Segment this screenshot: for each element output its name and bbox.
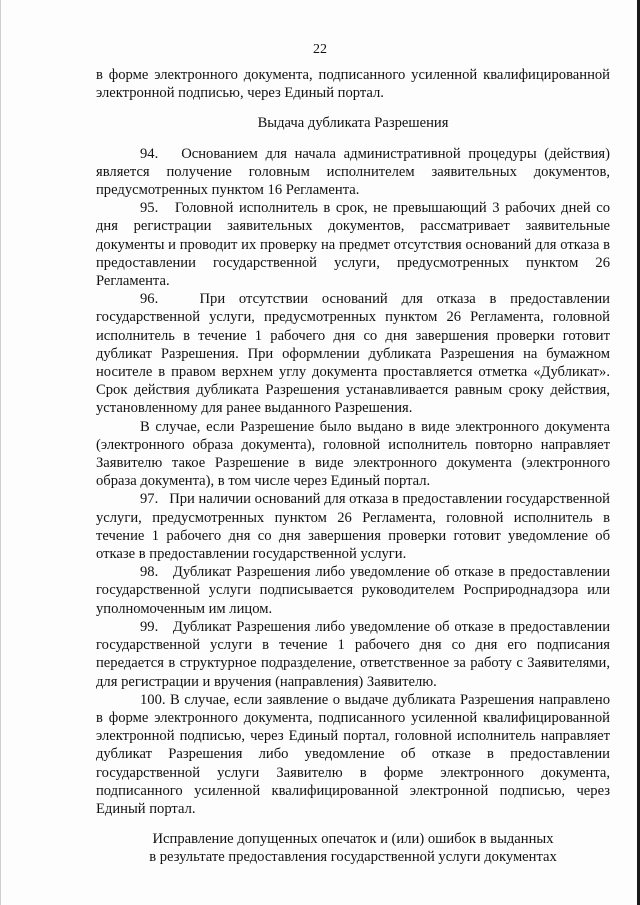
paragraph-96-continuation: В случае, если Разрешение было выдано в виде электронного документа (электронного образа документа), головной исполнитель повторно направляет Заявителю такое Разрешение в виде электронного документа (электронного образа документа), в том числе через Единый портал. [96,418,610,490]
section-heading: Выдача дубликата Разрешения [257,115,449,132]
document-body [96,66,610,867]
page-left-edge [0,0,1,905]
paragraph-97: 97. При наличии оснований для отказа в предоставлении государственной услуги, предусмотренных пунктом 26 Регламента, головной исполнитель в течение 1 рабочего дня со дня завершения проверки готовит уведомление об отказе в предоставлении государственной услуги. [96,491,610,563]
paragraph-96: 96. При отсутствии оснований для отказа в предоставлении государственной услуги, предусмотренных пунктом 26 Регламента, головной исполнитель в течение 1 рабочего дня со дня завершения проверки готовит дубликат Разрешения. При оформлении дубликата Разрешения на бумажном носителе в правом верхнем углу документа проставляется отметка «Дубликат». Срок действия дубликата Разрешения устанавливается равным сроку действия, установленному для ранее выданного Разрешения. [96,291,610,417]
closing-heading-line-1: Исправление допущенных опечаток и (или) ошибок в выданных [152,831,554,848]
paragraph-98: 98. Дубликат Разрешения либо уведомление об отказе в предоставлении государственной услуги подписывается руководителем Росприроднадзора или уполномоченным им лицом. [96,564,610,617]
paragraph-100: 100. В случае, если заявление о выдаче дубликата Разрешения направлено в форме электронного документа, подписанного усиленной квалифицированной электронной подписью, через Единый портал, головной исполнитель направляет дубликат Разрешения либо уведомление об отказе в предоставлении государственной услуги Заявителю в форме электронного документа, подписанного усиленной квалифицированной электронной подписью, через Единый портал. [96,691,610,817]
paragraph-99: 99. Дубликат Разрешения либо уведомление об отказе в предоставлении государственной услуги в течение 1 рабочего дня со дня его подписания передается в структурное подразделение, ответственное за работу с Заявителями, для регистрации и вручения (направления) Заявителю. [96,618,610,690]
closing-heading-line-2: в результате предоставления государственной услуги документах [149,849,557,866]
paragraph-95: 95. Головной исполнитель в срок, не превышающий 3 рабочих дней со дня регистрации заявительных документов, рассматривает заявительные документы и проводит их проверку на предмет отсутствия оснований для отказа в предоставлении государственной услуги, предусмотренных пунктом 26 Регламента. [96,200,610,290]
paragraph-94: 94. Основанием для начала административной процедуры (действия) является получение головным исполнителем заявительных документов, предусмотренных пунктом 16 Регламента. [96,145,610,199]
page-number: 22 [313,42,327,57]
lead-paragraph: в форме электронного документа, подписанного усиленной квалифицированной электронной подписью, через Единый портал. [96,67,610,102]
